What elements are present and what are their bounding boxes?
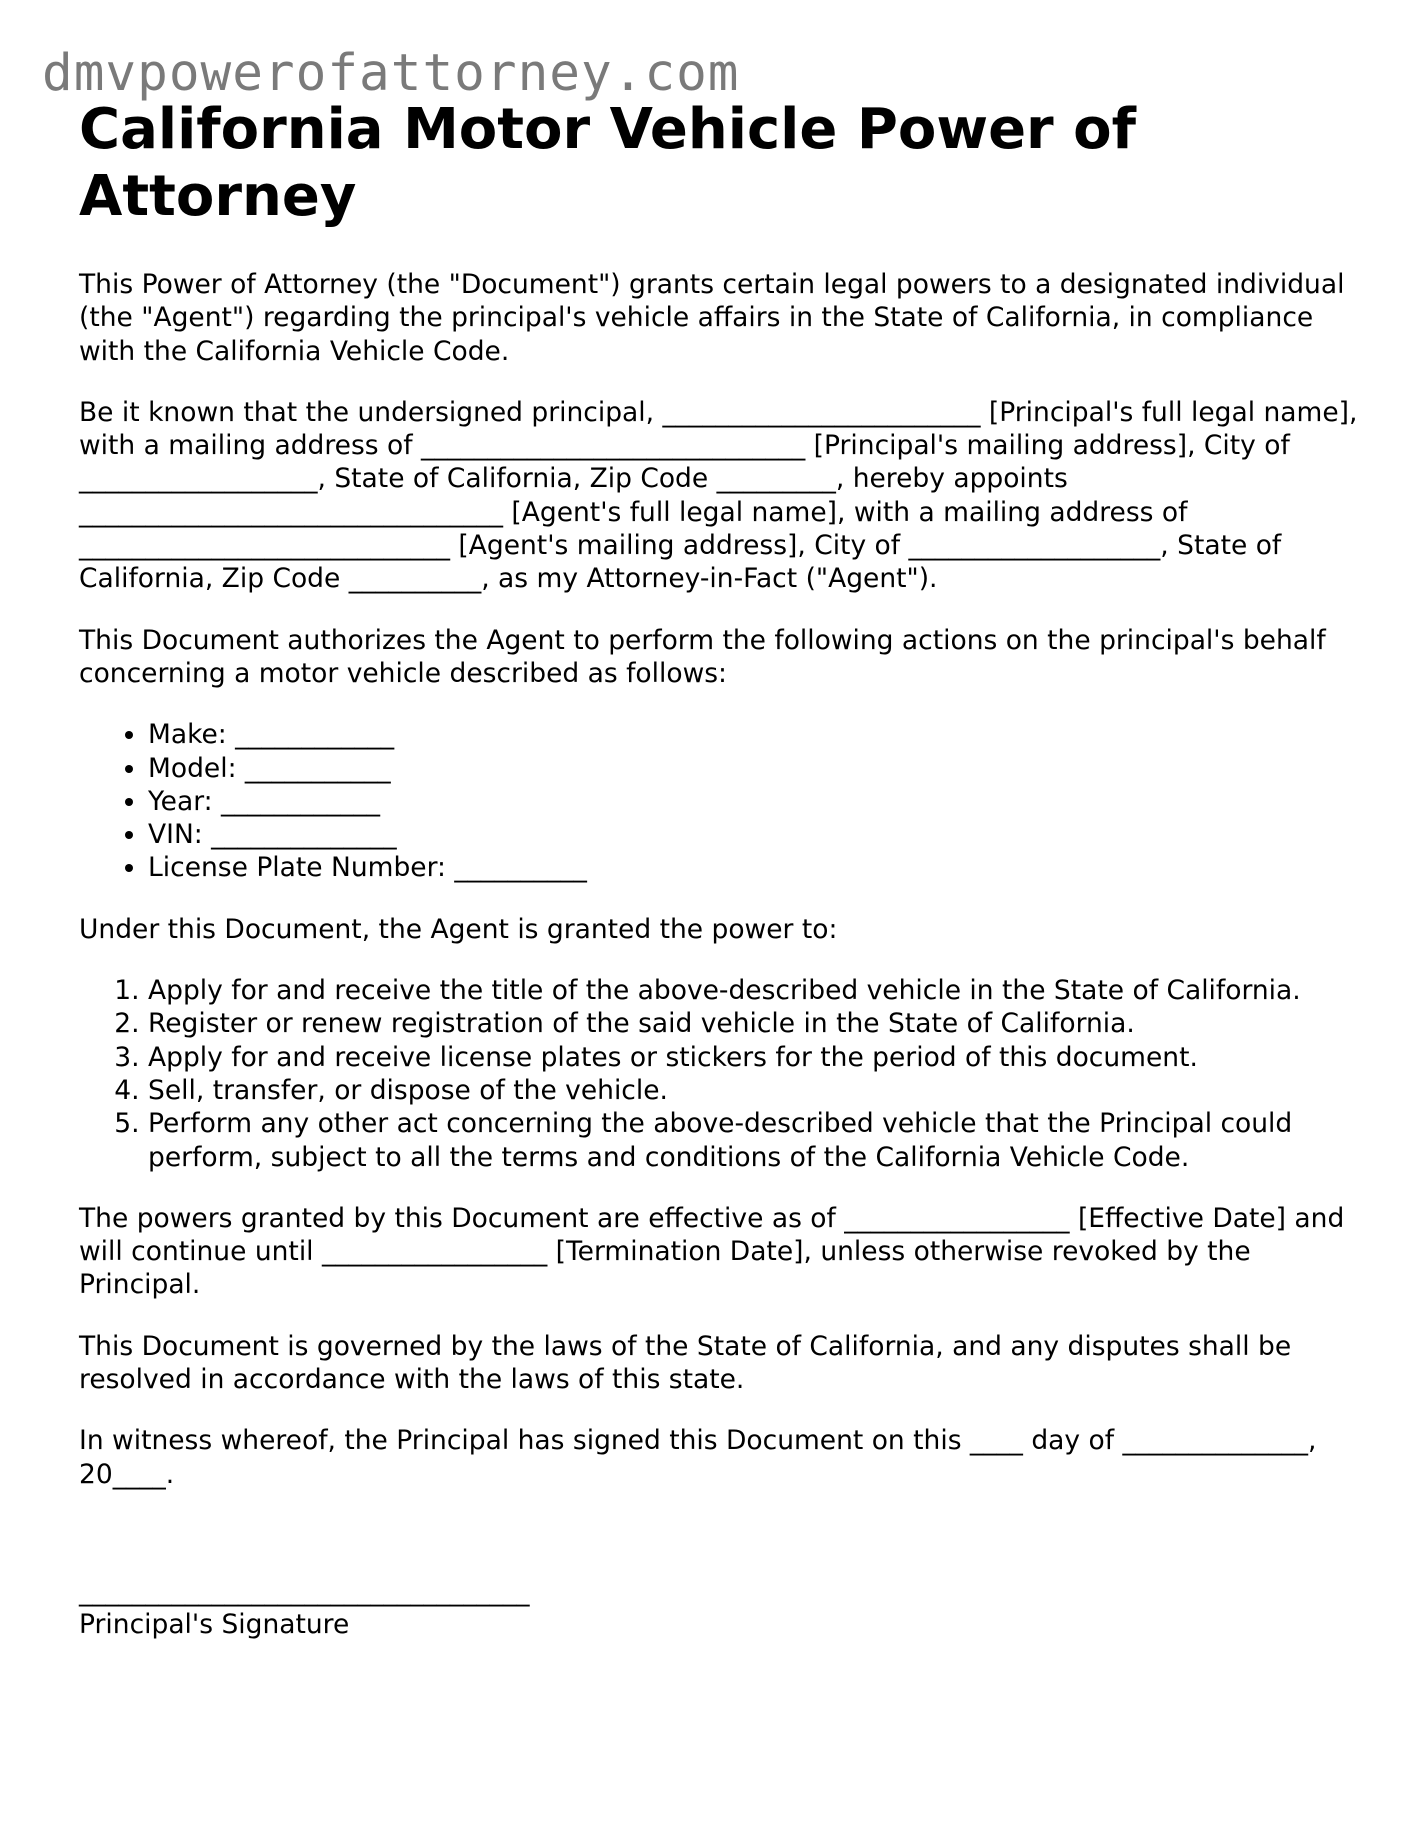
effective-date-paragraph: The powers granted by this Document are effective as of _________________ [Effective Date] and will continue until _________________ [Termination Date], unless otherwise revoked by the Principal. — [79, 1202, 1345, 1301]
signature-block — [79, 1575, 1359, 1642]
signature-line: __________________________________ — [79, 1575, 530, 1607]
appointment-paragraph: Be it known that the undersigned principal, ________________________ [Principal's full legal name], with a mailing address of _____________________________ [Principal's mailing address], City of __________________, State of California, Zip Code _________, hereby appoints ________________________________ [Agent's full legal name], with a mailing address of ____________________________ [Agent's mailing address], City of ___________________, State of California, Zip Code __________, as my Attorney-in-Fact ("Agent"). — [79, 396, 1358, 595]
signature-label: Principal's Signature — [79, 1609, 350, 1641]
powers-list — [79, 974, 1359, 1174]
powers-intro: Under this Document, the Agent is granted the power to: — [79, 913, 838, 945]
power-item: 2. Register or renew registration of the said vehicle in the State of California. — [148, 1007, 1359, 1040]
intro-paragraph: This Power of Attorney (the "Document") grants certain legal powers to a designated individual (the "Agent") regarding the principal's vehicle affairs in the State of California, in compliance with the California Vehicle Code. — [79, 269, 1345, 367]
power-item: 1. Apply for and receive the title of the above-described vehicle in the State of California. — [148, 974, 1359, 1007]
witness-paragraph: In witness whereof, the Principal has signed this Document on this ____ day of ______________, 20____. — [79, 1425, 1317, 1490]
site-watermark: dmvpowerofattorney.com — [42, 44, 740, 103]
power-item: 3. Apply for and receive license plates or stickers for the period of this document. — [148, 1041, 1359, 1074]
power-item: 5. Perform any other act concerning the above-described vehicle that the Principal could perform, subject to all the terms and conditions of the California Vehicle Code. — [148, 1107, 1359, 1174]
vehicle-details-list — [79, 718, 1359, 884]
power-item: 4. Sell, transfer, or dispose of the vehicle. — [148, 1074, 1359, 1107]
vehicle-year-field: • Year: ____________ — [148, 785, 1359, 818]
vehicle-make-field: • Make: ____________ — [148, 718, 1359, 751]
vehicle-vin-field: • VIN: ______________ — [148, 818, 1359, 851]
vehicle-model-field: • Model: ___________ — [148, 752, 1359, 785]
vehicle-plate-field: • License Plate Number: __________ — [148, 851, 1359, 884]
document-title: California Motor Vehicle Power of Attorney — [79, 97, 1136, 229]
governing-law-paragraph: This Document is governed by the laws of the State of California, and any disputes shall be resolved in accordance with the laws of this state. — [79, 1330, 1292, 1396]
document-body — [79, 96, 1359, 1642]
authorization-paragraph: This Document authorizes the Agent to perform the following actions on the principal's behalf concerning a motor vehicle described as follows: — [79, 624, 1326, 689]
